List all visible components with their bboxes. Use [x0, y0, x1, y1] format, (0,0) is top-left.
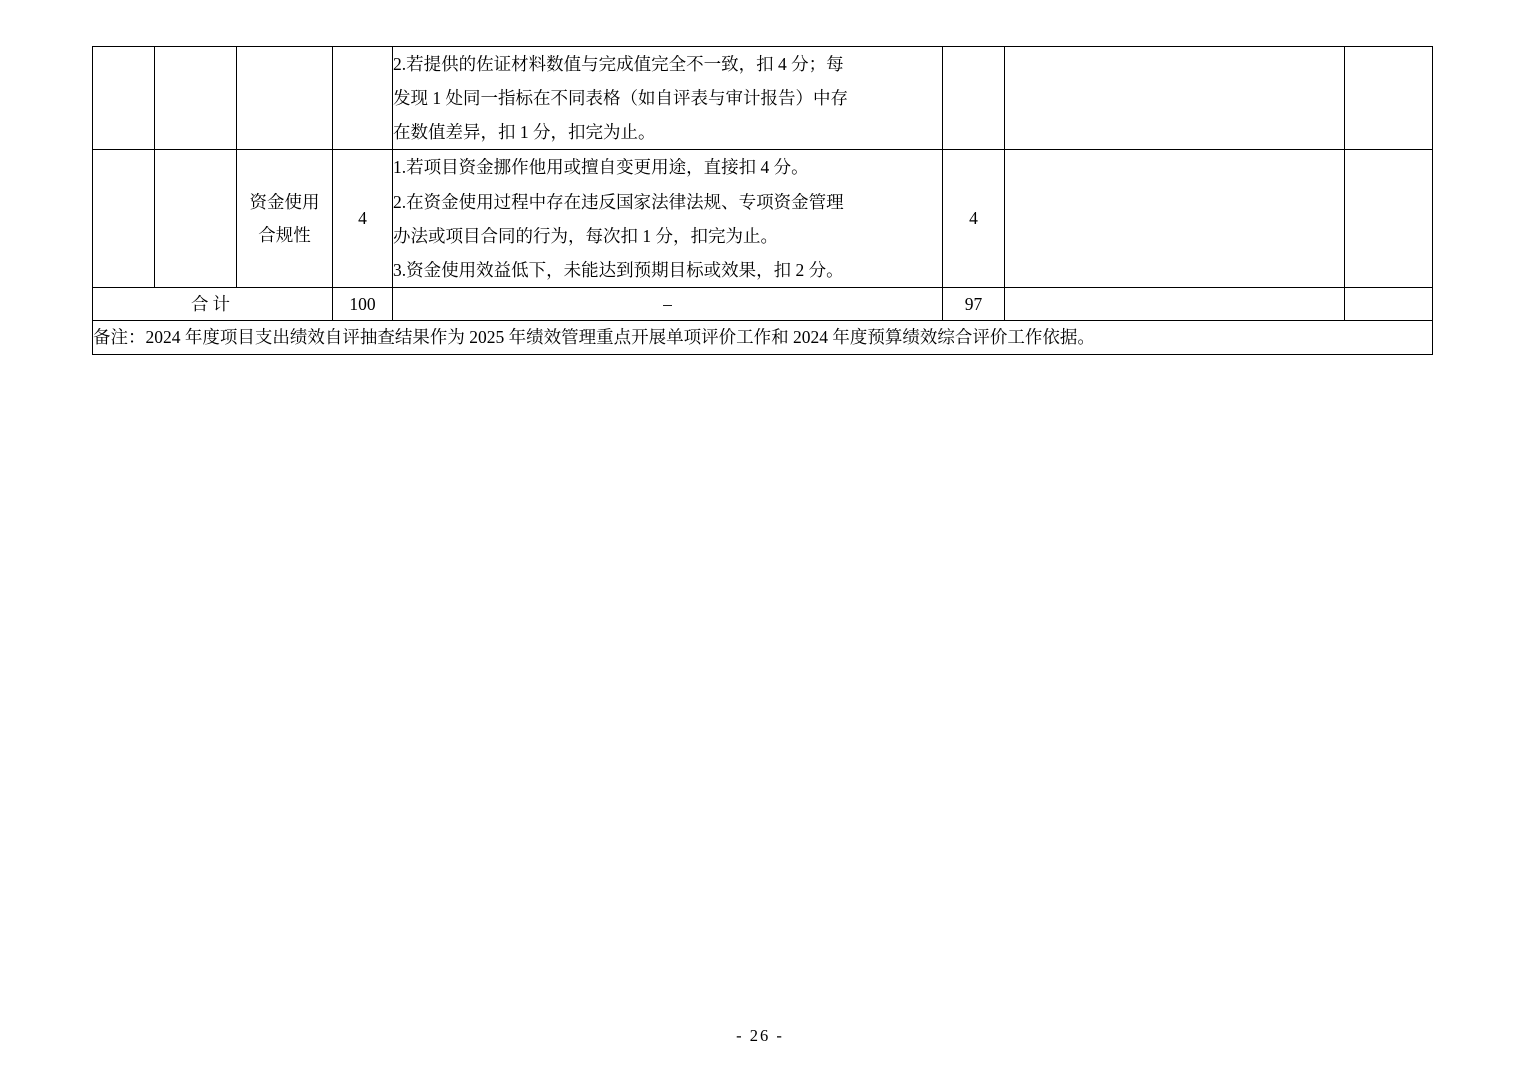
criteria-line: 发现 1 处同一指标在不同表格（如自评表与审计报告）中存 [393, 88, 848, 109]
cell-scoring-criteria [393, 47, 943, 150]
cell-level1-empty [93, 150, 155, 288]
table-row [93, 47, 1433, 150]
cell-score-empty [943, 47, 1005, 150]
performance-evaluation-table [92, 46, 1433, 355]
cell-level2-empty [155, 47, 237, 150]
cell-indicator-empty [237, 47, 333, 150]
cell-level1-empty [93, 47, 155, 150]
total-score: 97 [943, 287, 1005, 320]
page-number: - 26 - [736, 1026, 784, 1045]
criteria-line: 1.若项目资金挪作他用或擅自变更用途，直接扣 4 分。 [393, 157, 809, 178]
cell-explanation-empty [1005, 47, 1345, 150]
table-row-remark [93, 321, 1433, 354]
cell-indicator-name [237, 150, 333, 288]
criteria-line: 2.在资金使用过程中存在违反国家法律法规、专项资金管理 [393, 191, 844, 212]
criteria-line: 在数值差异，扣 1 分，扣完为止。 [393, 122, 656, 143]
cell-weight-empty [333, 47, 393, 150]
criteria-line: 3.资金使用效益低下，未能达到预期目标或效果，扣 2 分。 [393, 259, 844, 280]
remark-text: 备注：2024 年度项目支出绩效自评抽查结果作为 2025 年绩效管理重点开展单项评价工作和 2024 年度预算绩效综合评价工作依据。 [93, 321, 1433, 354]
cell-remark-empty [1345, 150, 1433, 288]
cell-indicator-weight: 4 [333, 150, 393, 288]
total-middle-dash: – [393, 287, 943, 320]
indicator-line-1: 资金使用 [249, 192, 320, 213]
cell-indicator-score: 4 [943, 150, 1005, 288]
total-label: 合计 [93, 287, 333, 320]
cell-explanation-empty [1005, 287, 1345, 320]
table-row-total [93, 287, 1433, 320]
cell-remark-empty [1345, 47, 1433, 150]
total-weight: 100 [333, 287, 393, 320]
cell-scoring-criteria [393, 150, 943, 288]
criteria-line: 2.若提供的佐证材料数值与完成值完全不一致，扣 4 分；每 [393, 54, 844, 74]
table-row [93, 150, 1433, 288]
cell-explanation-empty [1005, 150, 1345, 288]
indicator-line-2: 合规性 [258, 224, 311, 245]
criteria-line: 办法或项目合同的行为，每次扣 1 分，扣完为止。 [393, 225, 778, 246]
cell-level2-empty [155, 150, 237, 288]
cell-remark-empty [1345, 287, 1433, 320]
